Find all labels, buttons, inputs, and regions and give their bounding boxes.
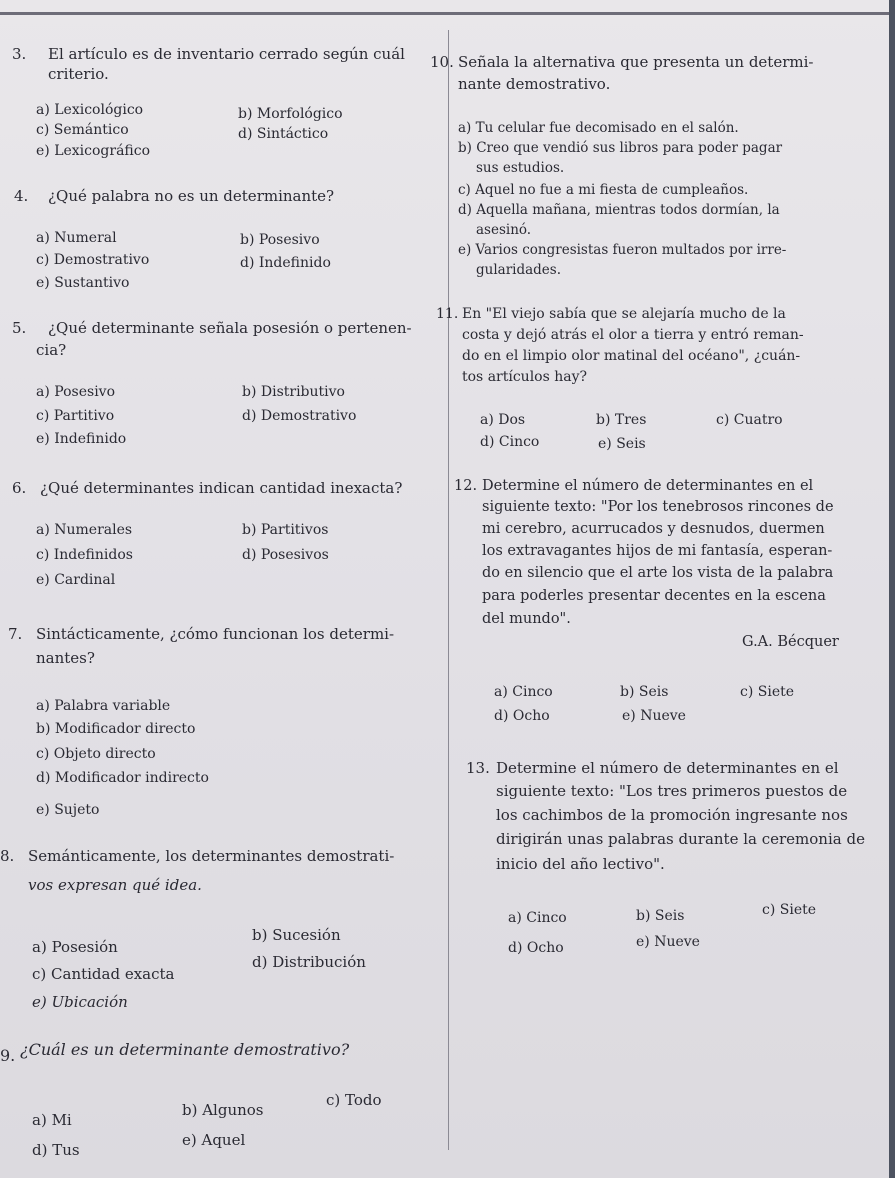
option-a[interactable]: a) Lexicológico (36, 102, 144, 118)
option-a[interactable]: a) Posesión (32, 938, 118, 956)
option-d[interactable]: d) Indefinido (240, 255, 331, 271)
question-text: nante demostrativo. (458, 75, 611, 93)
option-c[interactable]: c) Todo (326, 1091, 382, 1109)
top-rule (0, 12, 895, 15)
question-number: 7. (8, 625, 23, 643)
option-d[interactable]: d) Demostrativo (242, 408, 357, 424)
question-number: 8. (0, 847, 15, 865)
option-d[interactable]: d) Modificador indirecto (36, 770, 209, 786)
question-text: ¿Qué determinantes indican cantidad inexacta? (40, 479, 403, 497)
option-a[interactable]: a) Dos (480, 412, 526, 428)
question-text: los cachimbos de la promoción ingresante nos (496, 806, 848, 824)
question-number: 4. (14, 187, 29, 205)
question-number: 9. (0, 1046, 16, 1065)
column-divider (448, 30, 449, 1150)
option-b[interactable]: b) Seis (636, 908, 685, 924)
option-e[interactable]: e) Ubicación (32, 993, 128, 1011)
option-a[interactable]: a) Tu celular fue decomisado en el salón. (458, 120, 739, 136)
option-d[interactable]: d) Sintáctico (238, 126, 329, 142)
option-e[interactable]: e) Nueve (636, 934, 700, 950)
option-d[interactable]: d) Cinco (480, 434, 540, 450)
option-e[interactable]: e) Seis (598, 436, 646, 452)
question-number: 12. (454, 478, 478, 494)
question-text: nantes? (36, 649, 95, 667)
option-b[interactable]: b) Modificador directo (36, 721, 196, 737)
question-text: mi cerebro, acurrucados y desnudos, duermen (482, 521, 825, 537)
question-text: ¿Qué palabra no es un determinante? (48, 187, 335, 205)
option-d[interactable]: d) Posesivos (242, 547, 329, 563)
option-e[interactable]: e) Sujeto (36, 802, 100, 818)
question-text: Determine el número de determinantes en el (496, 759, 839, 777)
option-b[interactable]: b) Morfológico (238, 106, 343, 122)
option-e[interactable]: e) Indefinido (36, 431, 127, 447)
option-c[interactable]: c) Cuatro (716, 412, 783, 428)
option-c[interactable]: c) Demostrativo (36, 252, 150, 268)
question-text: criterio. (48, 65, 109, 83)
question-number: 6. (12, 479, 27, 497)
question-number: 13. (466, 759, 490, 777)
question-text: para poderles presentar decentes en la escena (482, 588, 826, 604)
question-text: tos artículos hay? (462, 369, 588, 385)
question-text: Semánticamente, los determinantes demostrati- (28, 847, 395, 865)
option-a[interactable]: a) Numeral (36, 230, 117, 246)
option-c[interactable]: c) Aquel no fue a mi fiesta de cumpleaños. (458, 182, 749, 198)
question-text: del mundo". (482, 611, 571, 627)
option-b[interactable]: b) Distributivo (242, 384, 345, 400)
page-edge (889, 0, 895, 1178)
question-text: do en el limpio olor matinal del océano", ¿cuán- (462, 348, 801, 364)
option-c[interactable]: c) Siete (740, 684, 795, 700)
author: G.A. Bécquer (742, 634, 839, 650)
option-c[interactable]: c) Cantidad exacta (32, 965, 175, 983)
option-d[interactable]: d) Ocho (508, 940, 564, 956)
question-text: Sintácticamente, ¿cómo funcionan los determi- (36, 625, 395, 643)
option-e[interactable]: e) Cardinal (36, 572, 116, 588)
question-text: En "El viejo sabía que se alejaría mucho de la (462, 306, 786, 322)
option-c[interactable]: c) Objeto directo (36, 746, 156, 762)
option-c[interactable]: c) Partitivo (36, 408, 115, 424)
option-c[interactable]: c) Siete (762, 902, 817, 918)
question-text: ¿Qué determinante señala posesión o pertenen- (48, 319, 412, 337)
option-a[interactable]: a) Cinco (508, 910, 567, 926)
option-e[interactable]: e) Nueve (622, 708, 686, 724)
question-text: El artículo es de inventario cerrado según cuál (48, 45, 405, 63)
option-d[interactable]: d) Tus (32, 1141, 80, 1159)
question-text: Señala la alternativa que presenta un determi- (458, 53, 814, 71)
question-text: siguiente texto: "Por los tenebrosos rincones de (482, 499, 834, 515)
option-b[interactable]: b) Posesivo (240, 232, 320, 248)
question-number: 10. (430, 53, 454, 71)
question-text: dirigirán unas palabras durante la ceremonia de (496, 830, 865, 848)
question-text: do en silencio que el arte los vista de la palabra (482, 565, 834, 581)
option-b[interactable]: b) Partitivos (242, 522, 329, 538)
option-a[interactable]: a) Numerales (36, 522, 133, 538)
option-b[interactable]: b) Creo que vendió sus libros para poder pagar (458, 140, 783, 156)
question-number: 11. (436, 306, 459, 322)
question-text: ¿Cuál es un determinante demostrativo? (20, 1040, 350, 1059)
option-a[interactable]: a) Cinco (494, 684, 553, 700)
option-c[interactable]: c) Indefinidos (36, 547, 133, 563)
option-e[interactable]: e) Aquel (182, 1131, 246, 1149)
option-e[interactable]: e) Sustantivo (36, 275, 130, 291)
option-d[interactable]: d) Ocho (494, 708, 550, 724)
option-d[interactable]: d) Distribución (252, 953, 366, 971)
option-e-cont: gularidades. (476, 262, 562, 278)
option-d[interactable]: d) Aquella mañana, mientras todos dormían, la (458, 202, 780, 218)
question-number: 3. (12, 45, 27, 63)
question-text: siguiente texto: "Los tres primeros puestos de (496, 782, 848, 800)
option-b[interactable]: b) Algunos (182, 1101, 264, 1119)
option-e[interactable]: e) Varios congresistas fueron multados por irre- (458, 242, 787, 258)
question-text: costa y dejó atrás el olor a tierra y entró reman- (462, 327, 804, 343)
question-text: inicio del año lectivo". (496, 855, 665, 873)
option-a[interactable]: a) Mi (32, 1111, 72, 1129)
question-text: cia? (36, 341, 67, 359)
option-a[interactable]: a) Posesivo (36, 384, 116, 400)
question-text: Determine el número de determinantes en el (482, 478, 814, 494)
option-b[interactable]: b) Sucesión (252, 926, 341, 944)
option-b[interactable]: b) Seis (620, 684, 669, 700)
question-text: los extravagantes hijos de mi fantasía, esperan- (482, 543, 833, 559)
question-text: vos expresan qué idea. (28, 876, 202, 894)
option-b-cont: sus estudios. (476, 160, 565, 176)
option-b[interactable]: b) Tres (596, 412, 647, 428)
question-number: 5. (12, 319, 27, 337)
option-d-cont: asesinó. (476, 222, 532, 238)
option-a[interactable]: a) Palabra variable (36, 698, 171, 714)
option-c[interactable]: c) Semántico (36, 122, 129, 138)
option-e[interactable]: e) Lexicográfico (36, 143, 151, 159)
